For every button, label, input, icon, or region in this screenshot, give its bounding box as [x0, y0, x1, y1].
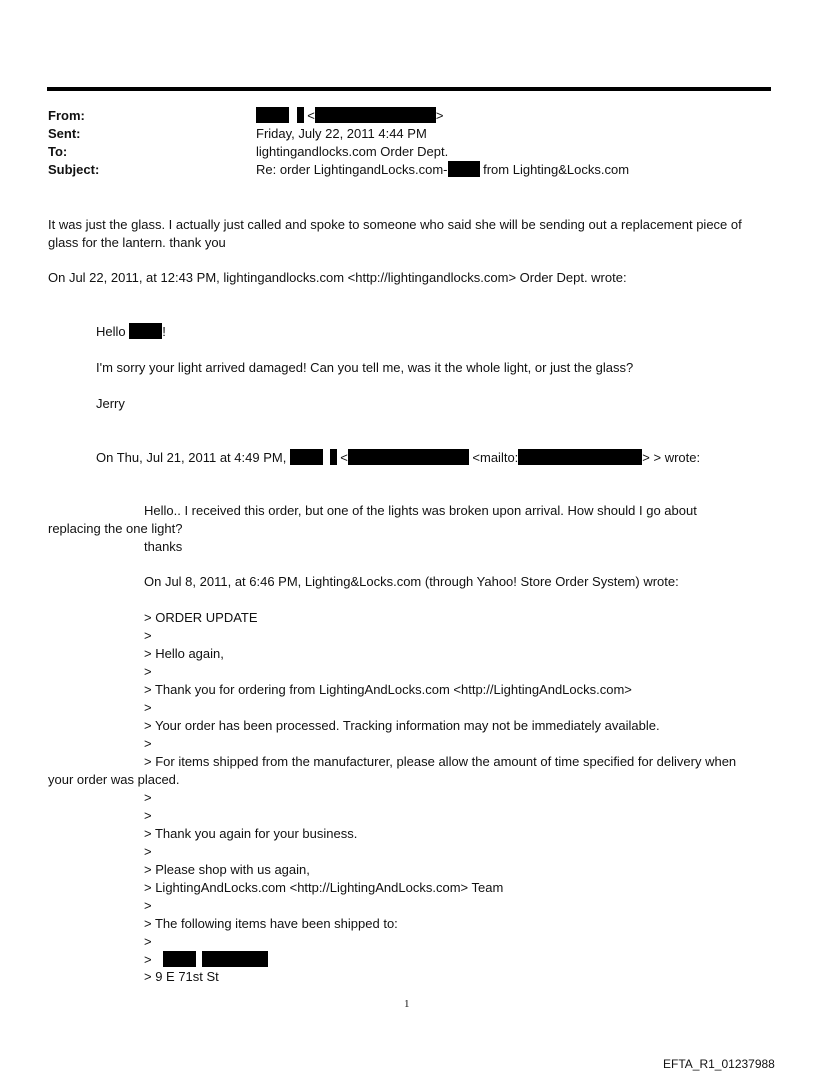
on-wrote-line: On Jul 8, 2011, at 6:46 PM, Lighting&Locks.com (through Yahoo! Store Order System) wrote:: [144, 574, 679, 589]
quoted-line: > 9 E 71st St: [144, 969, 219, 984]
on-wrote-line: [96, 449, 700, 467]
subject-suffix: from Lighting&Locks.com: [479, 162, 630, 177]
subject-prefix: Re: order LightingandLocks.com-: [256, 162, 448, 177]
on-mailto: <mailto:: [472, 450, 519, 465]
on-prefix: On Thu, Jul 21, 2011 at 4:49 PM,: [96, 450, 287, 465]
quoted-line: your order was placed.: [48, 772, 180, 787]
sent-label: Sent:: [48, 126, 81, 141]
on-wrote-line: On Jul 22, 2011, at 12:43 PM, lightingandlocks.com <http://lightingandlocks.com> Order Dept. wrote:: [48, 270, 627, 285]
from-value: [256, 107, 443, 125]
greeting-suffix: !: [162, 324, 166, 339]
quoted-line: > Thank you again for your business.: [144, 826, 358, 841]
quoted-line: > ORDER UPDATE: [144, 610, 258, 625]
quoted-line: >: [144, 628, 152, 643]
quoted-line: >: [144, 808, 152, 823]
from-lt: <: [307, 108, 315, 123]
on-suffix: > > wrote:: [642, 450, 701, 465]
quoted-line: > Hello again,: [144, 646, 224, 661]
quoted-line: >: [144, 736, 152, 751]
redacted-block: [202, 951, 268, 967]
quoted-line: > Your order has been processed. Tracking information may not be immediately available.: [144, 718, 660, 733]
quoted-line: [144, 951, 268, 969]
quoted-line: > The following items have been shipped to:: [144, 916, 398, 931]
quoted-line: >: [144, 844, 152, 859]
redacted-block: [448, 161, 480, 177]
redacted-block: [348, 449, 469, 465]
sent-value: Friday, July 22, 2011 4:44 PM: [256, 126, 427, 141]
quoted-line: > Please shop with us again,: [144, 862, 310, 877]
page-number: 1: [404, 998, 410, 1010]
quoted-line: >: [144, 700, 152, 715]
subject-value: [256, 161, 629, 179]
quoted-line: > LightingAndLocks.com <http://LightingAndLocks.com> Team: [144, 880, 504, 895]
document-id: EFTA_R1_01237988: [663, 1057, 775, 1071]
redacted-block: [330, 449, 337, 465]
header-divider: [47, 87, 771, 91]
body-line: replacing the one light?: [48, 521, 183, 536]
body-line: I'm sorry your light arrived damaged! Can you tell me, was it the whole light, or just the glass?: [96, 360, 634, 375]
subject-label: Subject:: [48, 162, 100, 177]
quoted-line: > Thank you for ordering from LightingAndLocks.com <http://LightingAndLocks.com>: [144, 682, 632, 697]
redacted-block: [297, 107, 304, 123]
to-label: To:: [48, 144, 68, 159]
quoted-line: >: [144, 934, 152, 949]
quoted-line: > For items shipped from the manufacturer, please allow the amount of time specified for delivery when: [144, 754, 737, 769]
quoted-marker: >: [144, 952, 152, 967]
greeting-prefix: Hello: [96, 324, 130, 339]
to-value: lightingandlocks.com Order Dept.: [256, 144, 449, 159]
body-line: It was just the glass. I actually just called and spoke to someone who said she will be sending out a replacement piece of: [48, 217, 742, 232]
redacted-block: [518, 449, 642, 465]
redacted-block: [129, 323, 162, 339]
signature: Jerry: [96, 396, 125, 411]
redacted-block: [315, 107, 436, 123]
from-gt: >: [435, 108, 444, 123]
quoted-line: >: [144, 664, 152, 679]
body-line: thanks: [144, 539, 183, 554]
from-label: From:: [48, 108, 85, 123]
redacted-block: [290, 449, 323, 465]
redacted-block: [256, 107, 289, 123]
quoted-line: >: [144, 898, 152, 913]
on-lt: <: [340, 450, 348, 465]
quoted-line: >: [144, 790, 152, 805]
greeting-line: [96, 323, 166, 341]
body-line: Hello.. I received this order, but one of the lights was broken upon arrival. How should I go about: [144, 503, 697, 518]
redacted-block: [163, 951, 196, 967]
body-line: glass for the lantern. thank you: [48, 235, 226, 250]
